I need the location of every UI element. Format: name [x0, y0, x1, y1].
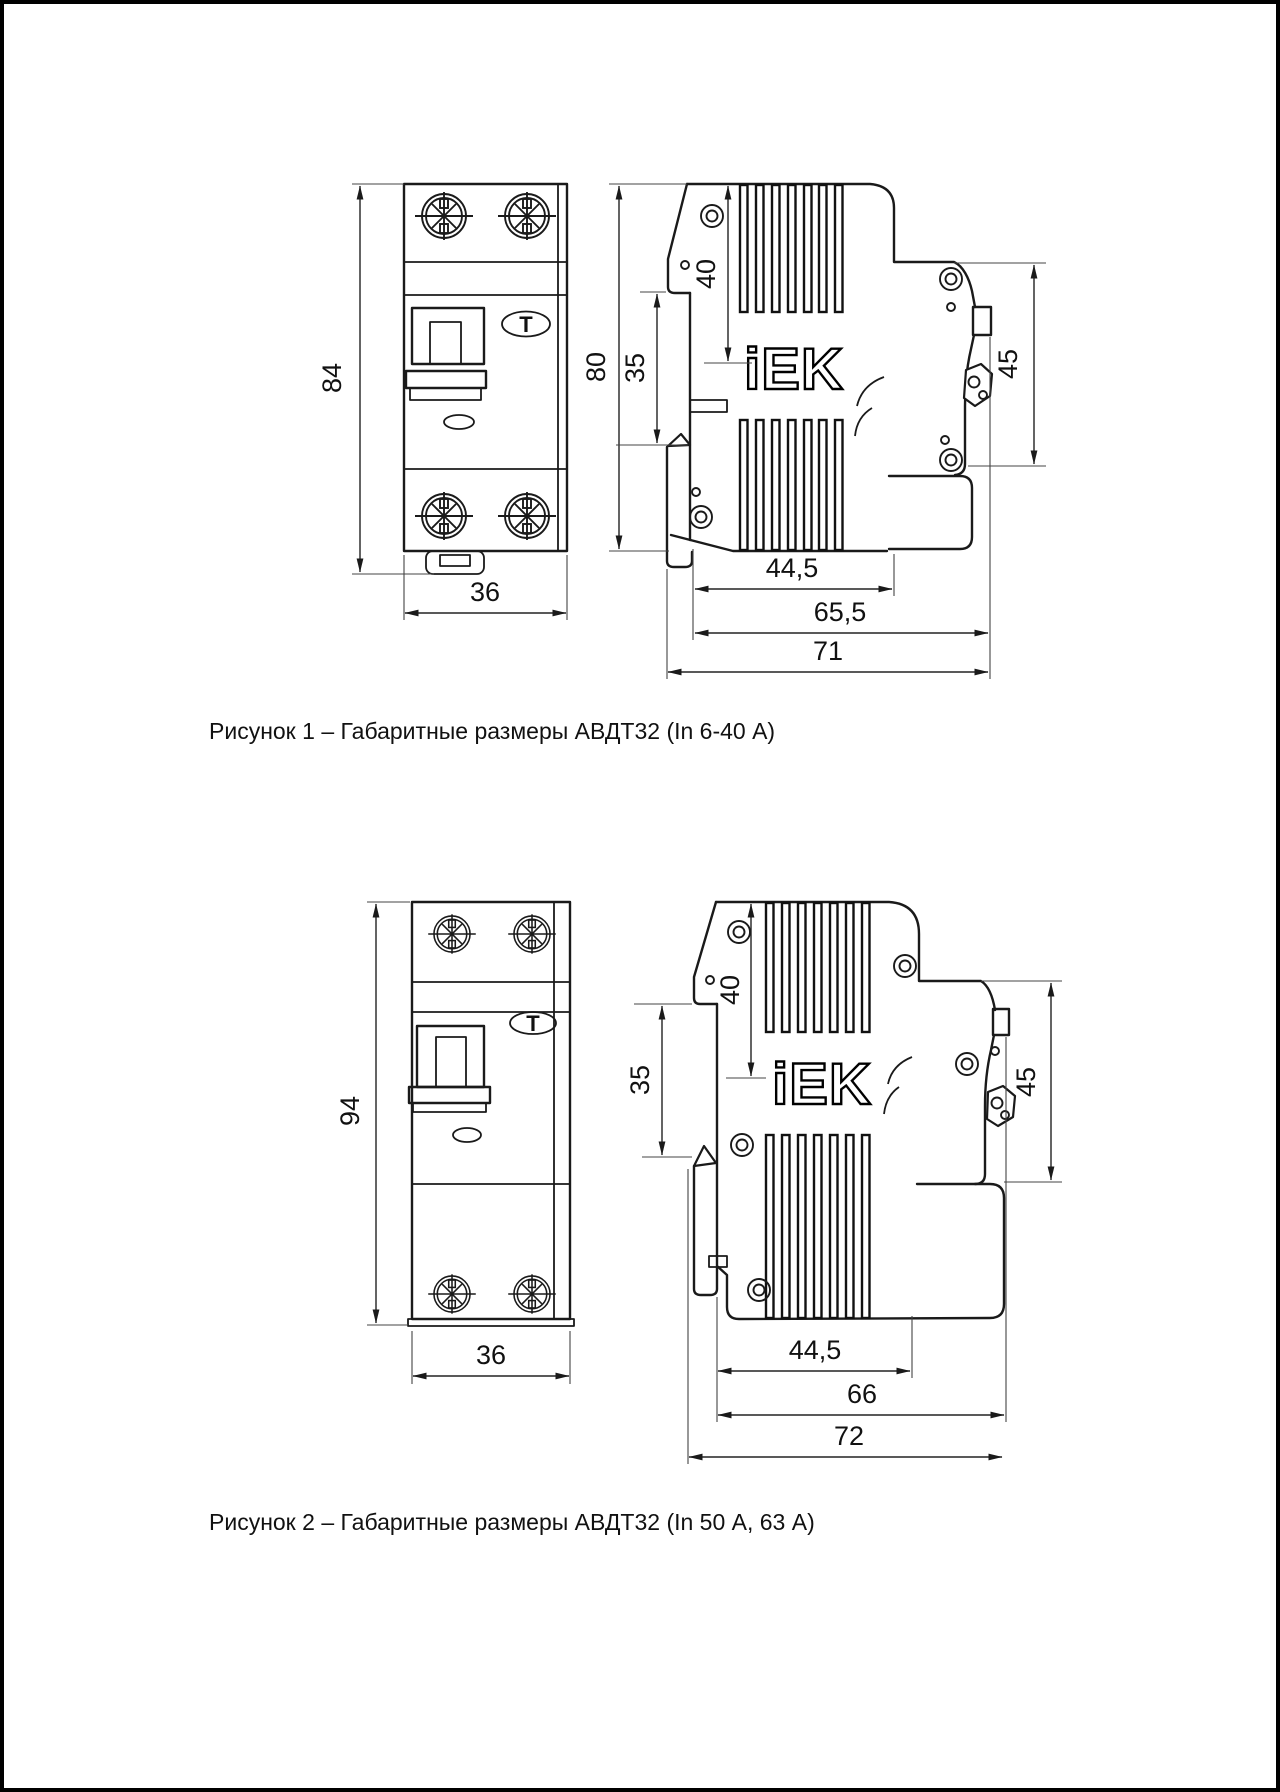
- brand-logo: iEK: [772, 1052, 872, 1117]
- case-screw-icon: [690, 506, 712, 528]
- figure-2-side-view: [694, 902, 1015, 1319]
- terminal-screw-icon: [415, 492, 473, 540]
- figure-1-caption: Рисунок 1 – Габаритные размеры АВДТ32 (In 6-40 А): [209, 718, 776, 744]
- terminal-screw-icon: [428, 1274, 476, 1313]
- dim-din-rail: 35: [620, 352, 650, 384]
- dim-overall-depth: 72: [833, 1421, 865, 1451]
- dim-din-rail: 35: [625, 1064, 655, 1096]
- side-top-hook: [668, 184, 690, 293]
- test-button-label: Т: [519, 312, 533, 337]
- dim-depth-with-toggle: 66: [846, 1379, 878, 1409]
- pin-hole: [681, 261, 689, 269]
- terminal-screw-icon: [498, 492, 556, 540]
- pin-hole: [706, 976, 714, 984]
- toggle-switch: [406, 308, 486, 400]
- figure-2: [209, 902, 1062, 1535]
- mold-mark: [888, 1057, 912, 1084]
- figure-2-caption: Рисунок 2 – Габаритные размеры АВДТ32 (In 50 А, 63 А): [209, 1509, 815, 1535]
- figure-1: [209, 184, 1046, 744]
- drawing-canvas: [4, 4, 1276, 1788]
- terminal-screw-icon: [508, 914, 556, 953]
- case-screw-icon: [701, 205, 723, 227]
- indicator-window: [453, 1128, 481, 1142]
- case-screw-icon: [940, 268, 962, 290]
- case-screw-icon: [894, 955, 916, 977]
- side-bottom-terminal-block: [889, 476, 972, 549]
- figure-1-dimensions: [317, 184, 1046, 679]
- dim-body-depth: 44,5: [765, 553, 819, 583]
- toggle-switch: [409, 1026, 490, 1112]
- terminal-screw-icon: [508, 1274, 556, 1313]
- din-release-tab: [690, 400, 727, 412]
- din-latch-arm: [694, 1166, 717, 1295]
- case-screw-icon: [940, 449, 962, 471]
- side-toggle-tip: [993, 1009, 1009, 1035]
- brand-logo: iEK: [744, 337, 844, 402]
- dim-front-width: 36: [469, 577, 501, 607]
- din-latch-pawl: [694, 1146, 716, 1166]
- test-button: [510, 1011, 556, 1036]
- dim-overall-depth: 71: [812, 636, 844, 666]
- dim-side-height: 80: [581, 351, 611, 383]
- dim-terminal-depth: 40: [715, 974, 745, 1006]
- dim-depth-with-toggle: 65,5: [813, 597, 867, 627]
- figure-1-front-view: [404, 184, 567, 574]
- terminal-screw-icon: [415, 192, 473, 240]
- mold-mark: [855, 408, 872, 436]
- breaker-front-body: [412, 902, 570, 1319]
- case-screw-icon: [728, 921, 750, 943]
- din-latch-arm: [667, 447, 692, 567]
- side-top-hook: [694, 902, 717, 1004]
- case-screw-icon: [956, 1053, 978, 1075]
- terminal-screw-icon: [498, 192, 556, 240]
- dim-front-face-height: 45: [1011, 1066, 1041, 1098]
- pin-hole: [991, 1047, 999, 1055]
- side-front-face: [955, 335, 974, 475]
- mold-mark: [884, 1087, 899, 1114]
- indicator-window: [444, 415, 474, 429]
- dim-front-width: 36: [475, 1340, 507, 1370]
- breaker-front-body: [404, 184, 567, 551]
- dim-front-height: 84: [317, 362, 347, 394]
- dim-front-face-height: 45: [993, 348, 1023, 380]
- pin-hole: [692, 488, 700, 496]
- pin-hole: [947, 303, 955, 311]
- figure-1-side-view: [667, 184, 992, 567]
- side-outline-top: [687, 184, 975, 307]
- dim-body-depth: 44,5: [788, 1335, 842, 1365]
- side-toggle-tip: [973, 307, 991, 335]
- test-button-label: Т: [526, 1011, 540, 1036]
- dim-terminal-depth: 40: [691, 258, 721, 290]
- mold-mark: [857, 377, 884, 406]
- test-button: [502, 312, 550, 338]
- case-screw-icon: [731, 1134, 753, 1156]
- terminal-screw-icon: [428, 914, 476, 953]
- pin-hole: [941, 436, 949, 444]
- side-outline-top: [716, 902, 995, 1010]
- din-clip: [426, 551, 484, 574]
- din-latch-pawl: [668, 434, 690, 446]
- dim-front-height: 94: [335, 1095, 365, 1127]
- figure-2-front-view: [408, 902, 574, 1326]
